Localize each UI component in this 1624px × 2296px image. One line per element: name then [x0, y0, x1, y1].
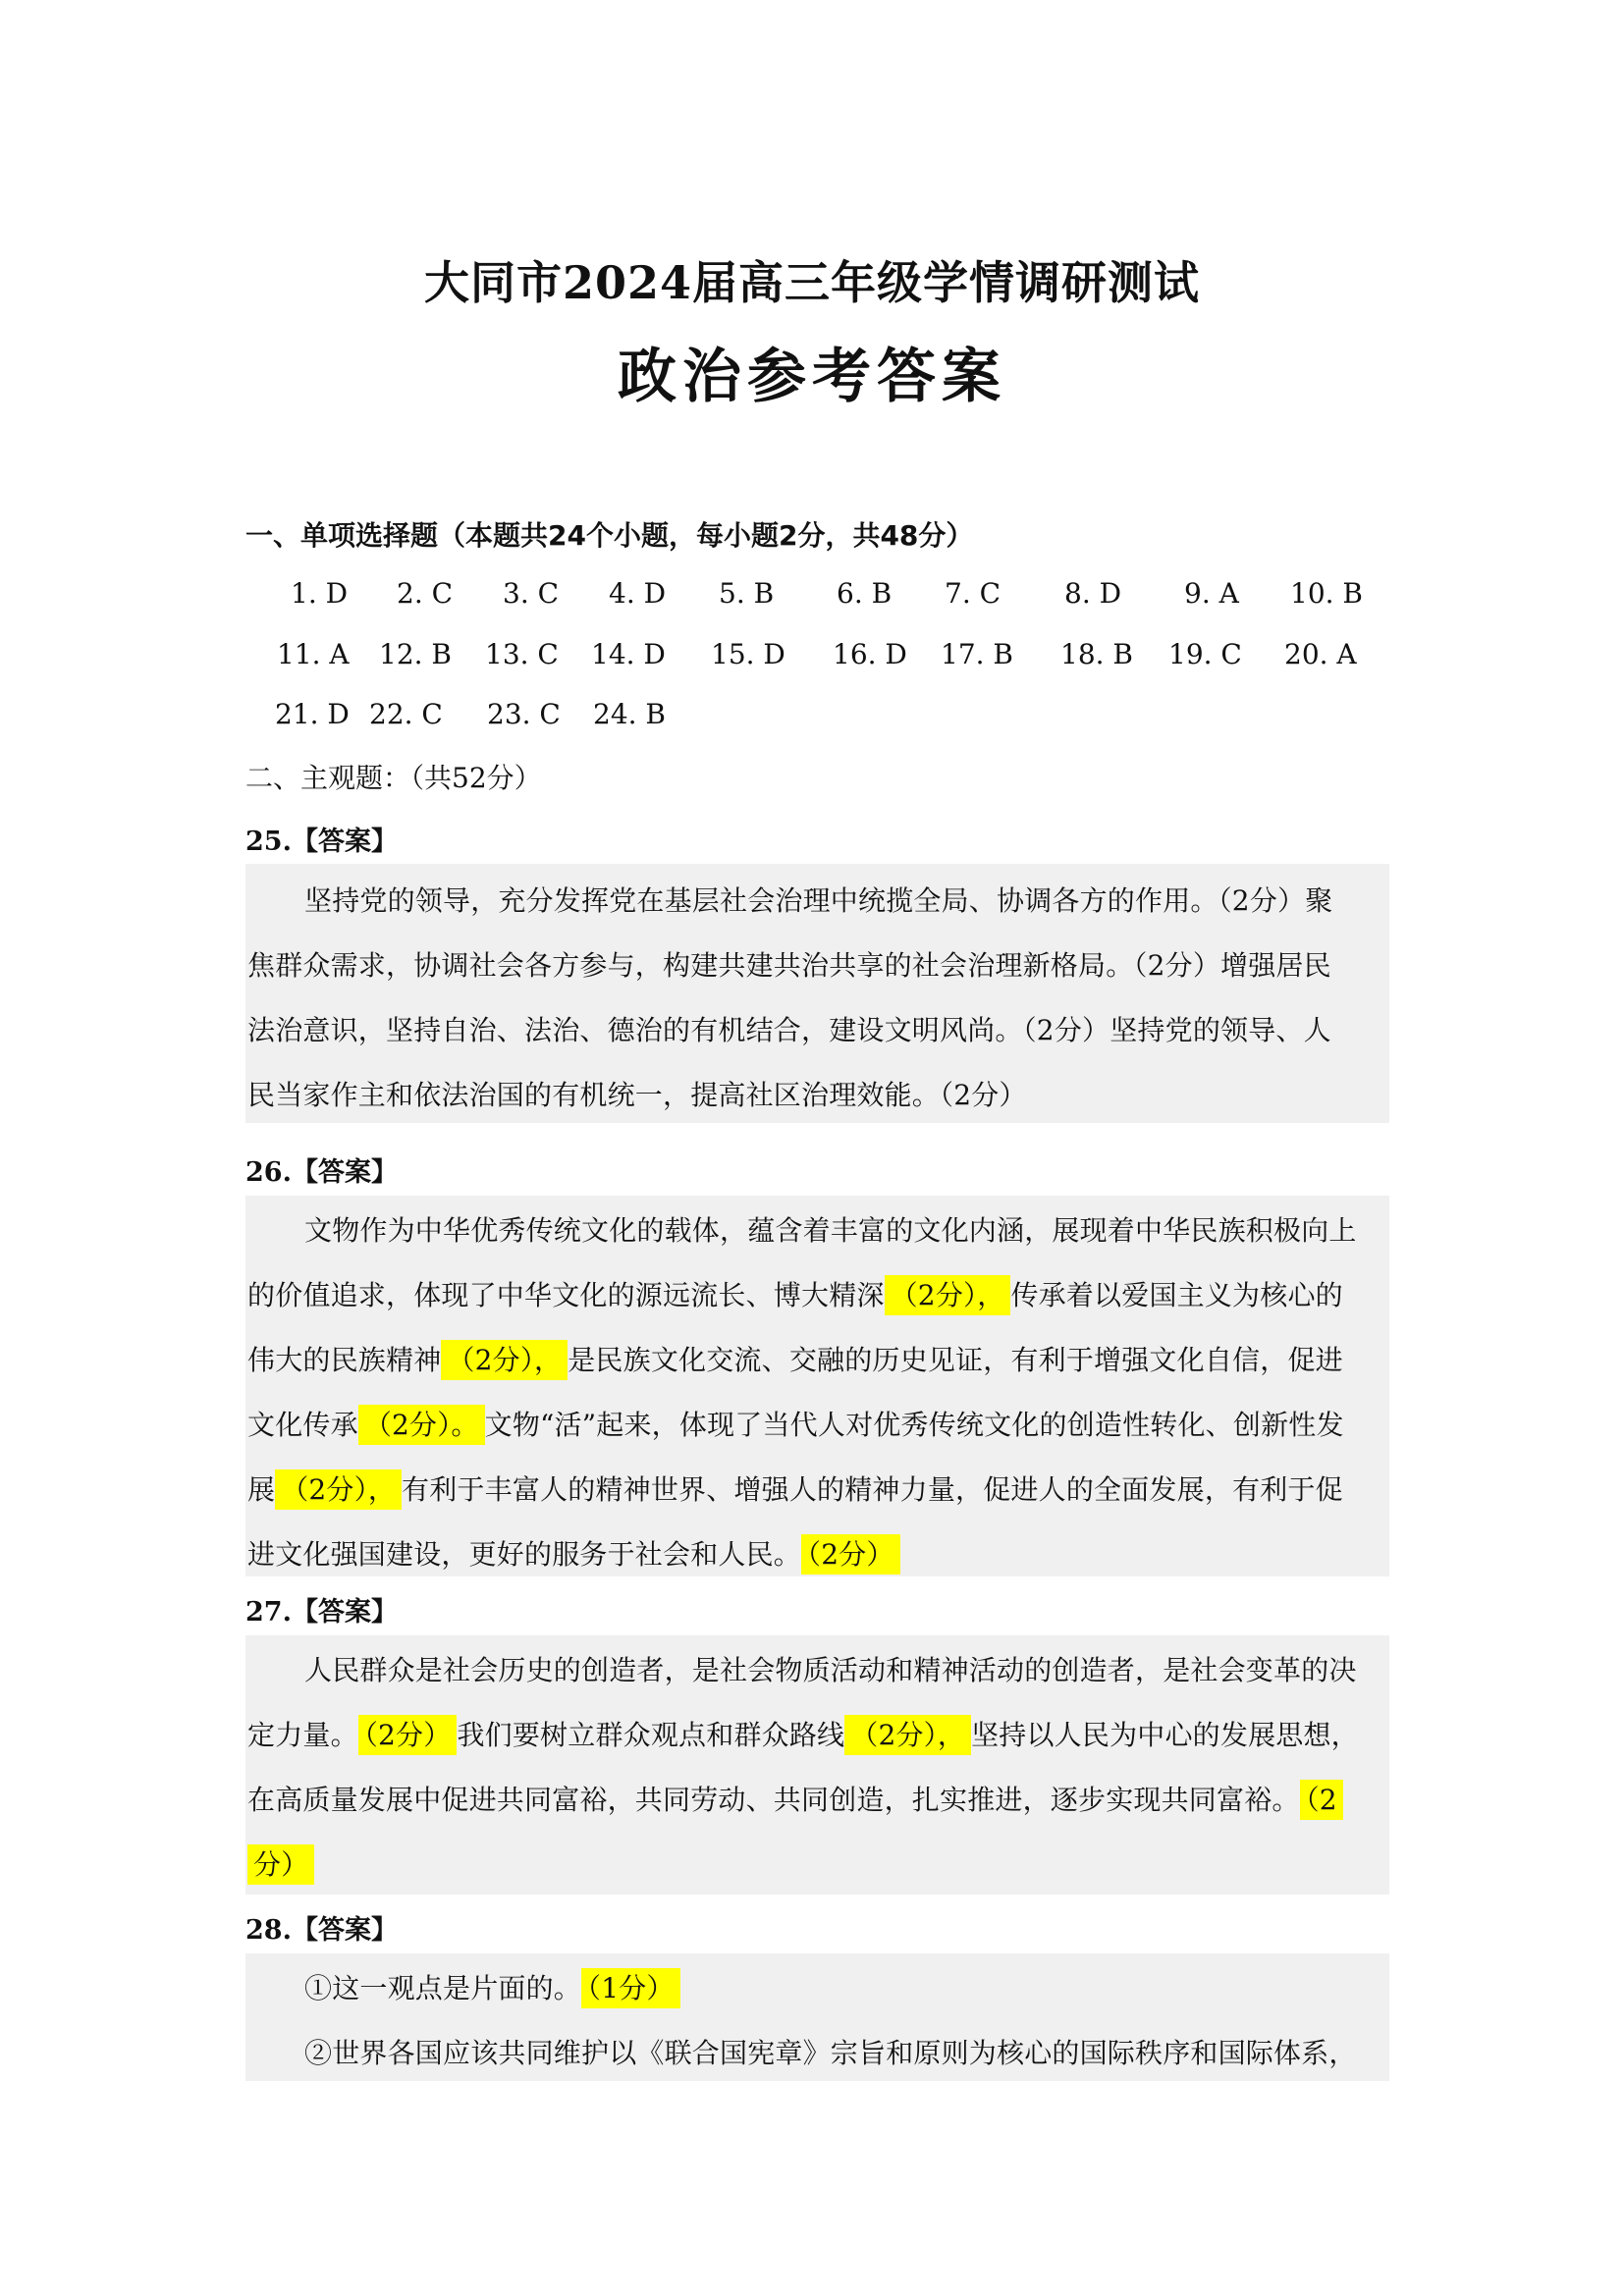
answer-line: 定力量。 （2分） 我们要树立群众观点和群众路线 （2分）， 坚持以人民为中心的发展思想，: [247, 1714, 1359, 1753]
answer-line: 文化传承 （2分）。 文物“活”起来，体现了当代人对优秀传统文化的创造性转化、创新性发: [247, 1404, 1344, 1443]
answer-line: 人民群众是社会历史的创造者，是社会物质活动和精神活动的创造者，是社会变革的决: [304, 1654, 1357, 1686]
answer-item: 21. D: [275, 698, 350, 730]
answer-line: 法治意识，坚持自治、法治、德治的有机结合，建设文明风尚。（2分）坚持党的领导、人: [247, 1014, 1331, 1046]
answer-line: 进文化强国建设，更好的服务于社会和人民。 （2分）: [247, 1533, 900, 1573]
question-27-heading: 27.【答案】: [245, 1597, 398, 1628]
answer-item: 6. B: [837, 577, 893, 610]
answer-item: 1. D: [291, 577, 349, 610]
answer-item: 12. B: [379, 638, 453, 670]
answer-item: 13. C: [485, 638, 559, 670]
answer-item: 3. C: [503, 577, 560, 610]
answer-item: 14. D: [591, 638, 666, 670]
answer-item: 16. D: [833, 638, 907, 670]
answer-item: 4. D: [609, 577, 667, 610]
answer-line: 伟大的民族精神 （2分）， 是民族文化交流、交融的历史见证，有利于增强文化自信，促进: [247, 1339, 1343, 1378]
question-28-heading: 28.【答案】: [245, 1915, 398, 1946]
answer-item: 22. C: [369, 698, 443, 730]
answer-item: 17. B: [941, 638, 1014, 670]
answer-line: 文物作为中华优秀传统文化的载体，蕴含着丰富的文化内涵，展现着中华民族积极向上: [304, 1214, 1357, 1247]
score-highlight: （2分），: [885, 1275, 1011, 1315]
answer-line: 民当家作主和依法治国的有机统一，提高社区治理效能。（2分）: [247, 1079, 1027, 1111]
answer-item: 19. C: [1168, 638, 1242, 670]
answer-item: 8. D: [1064, 577, 1122, 610]
answer-item: 10. B: [1290, 577, 1364, 610]
question-25-answer: [245, 864, 1389, 1123]
section1-heading: 一、单项选择题（本题共24个小题，每小题2分，共48分）: [245, 519, 974, 552]
answer-item: 7. C: [945, 577, 1001, 610]
document-subtitle: 政治参考答案: [618, 343, 1006, 411]
score-highlight: （2分），: [441, 1340, 568, 1380]
question-25-heading: 25.【答案】: [245, 827, 398, 857]
answer-item: 20. A: [1284, 638, 1357, 670]
answer-item: 5. B: [719, 577, 775, 610]
score-highlight: （2分），: [844, 1715, 971, 1755]
score-highlight: （1分）: [581, 1968, 680, 2008]
answer-line: ①这一观点是片面的。 （1分）: [304, 1967, 680, 2006]
answer-line: 展 （2分）， 有利于丰富人的精神世界、增强人的精神力量，促进人的全面发展，有利于促: [247, 1468, 1343, 1508]
score-highlight: （2分）。: [358, 1405, 485, 1445]
question-27-answer: [245, 1635, 1389, 1895]
answer-line: 的价值追求，体现了中华文化的源远流长、博大精深 （2分）， 传承着以爱国主义为核心的: [247, 1274, 1343, 1313]
answer-item: 24. B: [593, 698, 667, 730]
document-title: 大同市2024届高三年级学情调研测试: [423, 256, 1201, 309]
answer-item: 18. B: [1060, 638, 1134, 670]
answer-line: [247, 1843, 314, 1883]
score-highlight: （2分），: [275, 1469, 402, 1510]
answer-item: 11. A: [277, 638, 350, 670]
answer-item: 9. A: [1184, 577, 1239, 610]
answer-item: 23. C: [487, 698, 561, 730]
answer-line: 坚持党的领导，充分发挥党在基层社会治理中统揽全局、协调各方的作用。（2分）聚: [304, 884, 1333, 917]
score-highlight: （2分）: [358, 1715, 458, 1755]
answer-line: ②世界各国应该共同维护以《联合国宪章》宗旨和原则为核心的国际秩序和国际体系，: [304, 2037, 1357, 2069]
answer-line: 焦群众需求，协调社会各方参与，构建共建共治共享的社会治理新格局。（2分）增强居民: [247, 949, 1331, 982]
question-26-heading: 26.【答案】: [245, 1157, 398, 1188]
score-highlight: （2: [1300, 1780, 1343, 1820]
score-highlight: 分）: [247, 1844, 314, 1885]
section2-heading: 二、主观题：（共52分）: [245, 762, 542, 794]
score-highlight: （2分）: [801, 1534, 900, 1575]
answer-line: 在高质量发展中促进共同富裕，共同劳动、共同创造，扎实推进，逐步实现共同富裕。 （2: [247, 1779, 1343, 1818]
answer-item: 15. D: [711, 638, 785, 670]
question-28-answer: [245, 1953, 1389, 2081]
answer-item: 2. C: [397, 577, 454, 610]
question-26-answer: [245, 1196, 1389, 1576]
